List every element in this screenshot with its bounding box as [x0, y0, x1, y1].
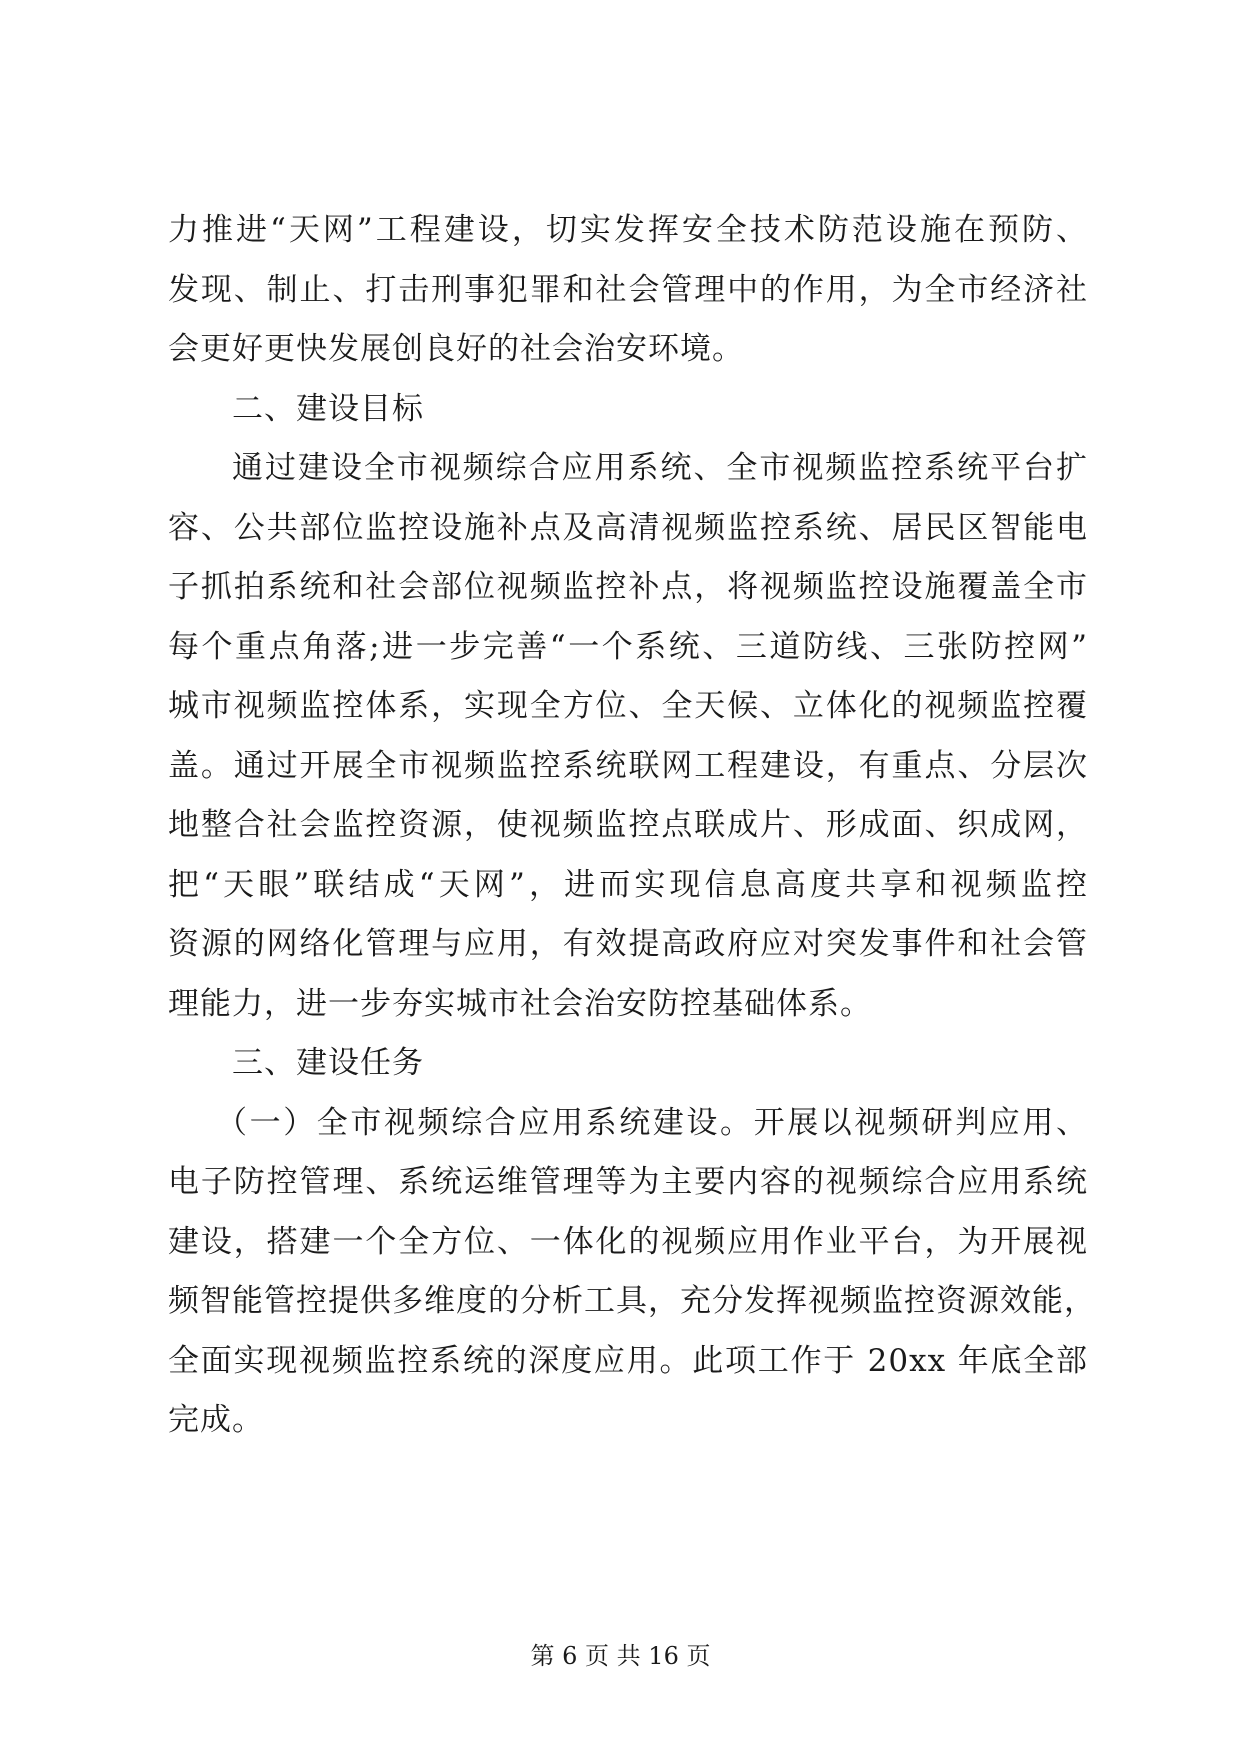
text-line: 建设，搭建一个全方位、一体化的视频应用作业平台，为开展视: [168, 1223, 1088, 1260]
text-line: 把“天眼”联结成“天网”，进而实现信息高度共享和视频监控: [168, 866, 1088, 903]
text-line: 每个重点角落;进一步完善“一个系统、三道防线、三张防控网”: [168, 628, 1088, 665]
text-line: 全面实现视频监控系统的深度应用。此项工作于 20xx 年底全部: [168, 1342, 1088, 1379]
text-line: 频智能管控提供多维度的分析工具，充分发挥视频监控资源效能，: [168, 1283, 1096, 1319]
section-heading: 三、建设任务: [232, 1045, 424, 1081]
text-line: 城市视频监控体系，实现全方位、全天候、立体化的视频监控覆: [168, 688, 1088, 724]
text-line: 子抓拍系统和社会部位视频监控补点，将视频监控设施覆盖全市: [168, 569, 1088, 605]
document-body: [168, 201, 1096, 1451]
text-line: 发现、制止、打击刑事犯罪和社会管理中的作用，为全市经济社: [168, 271, 1088, 308]
text-line: 资源的网络化管理与应用，有效提高政府应对突发事件和社会管: [168, 926, 1088, 962]
text-line: 会更好更快发展创良好的社会治安环境。: [168, 331, 744, 367]
text-line: 盖。通过开展全市视频监控系统联网工程建设，有重点、分层次: [168, 747, 1088, 784]
text-line: 容、公共部位监控设施补点及高清视频监控系统、居民区智能电: [168, 509, 1088, 546]
text-line: 理能力，进一步夯实城市社会治安防控基础体系。: [168, 985, 872, 1022]
text-line: 电子防控管理、系统运维管理等为主要内容的视频综合应用系统: [168, 1164, 1088, 1200]
text-line: 通过建设全市视频综合应用系统、全市视频监控系统平台扩: [232, 450, 1088, 486]
page-number-footer: 第 6 页 共 16 页: [530, 1642, 711, 1670]
text-line: 力推进“天网”工程建设，切实发挥安全技术防范设施在预防、: [168, 212, 1088, 248]
text-line: 完成。: [168, 1402, 264, 1438]
text-line: 地整合社会监控资源，使视频监控点联成片、形成面、织成网，: [168, 807, 1088, 843]
section-heading: 二、建设目标: [232, 390, 424, 427]
text-line: （一）全市视频综合应用系统建设。开展以视频研判应用、: [216, 1104, 1088, 1141]
